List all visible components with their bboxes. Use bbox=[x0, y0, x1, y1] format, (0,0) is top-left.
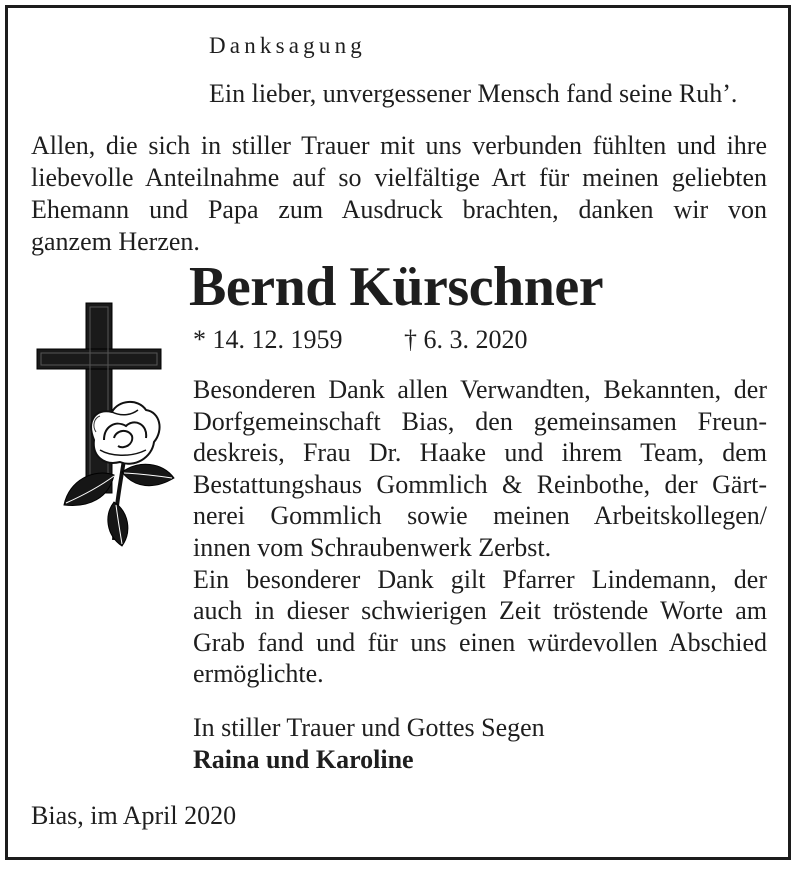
rose-leaf bbox=[108, 502, 128, 546]
thanks-line: auch in dieser schwierigen Zeit tröstende Worte am bbox=[193, 596, 767, 626]
thanks-paragraph bbox=[193, 374, 767, 690]
thanks-line: Dorfgemeinschaft Bias, den gemeinsamen Freun- bbox=[193, 406, 767, 436]
thanks-line: ermöglichte. bbox=[193, 659, 324, 689]
thanks-line: Grab fand und für uns einen würdevollen Abschied bbox=[193, 627, 767, 657]
thanks-line: Bestattungshaus Gommlich & Reinbothe, der Gärt- bbox=[193, 469, 767, 499]
signers: Raina und Karoline bbox=[193, 745, 414, 774]
intro-line: ganzem Herzen. bbox=[31, 227, 200, 256]
thanks-line: Besonderen Dank allen Verwandten, Bekannten, der bbox=[193, 375, 767, 404]
cross-horizontal-beam bbox=[37, 349, 161, 369]
death-date: † 6. 3. 2020 bbox=[404, 325, 528, 354]
intro-line: liebevolle Anteilnahme auf so vielfältige Art für meinen geliebten bbox=[31, 163, 767, 192]
intro-line: Allen, die sich in stiller Trauer mit uns verbunden fühlten und ihre bbox=[31, 131, 767, 160]
birth-date: * 14. 12. 1959 bbox=[193, 325, 343, 354]
thanks-line: nerei Gommlich sowie meinen Arbeitskollegen/ bbox=[193, 501, 767, 531]
intro-line: Ehemann und Papa zum Ausdruck brachten, danken wir von bbox=[31, 195, 767, 224]
intro-paragraph bbox=[31, 130, 767, 258]
cross-with-rose-icon bbox=[34, 300, 184, 550]
notice-motto: Ein lieber, unvergessener Mensch fand seine Ruh’. bbox=[209, 79, 738, 108]
place-date: Bias, im April 2020 bbox=[31, 801, 237, 830]
thanks-line: innen vom Schraubenwerk Zerbst. bbox=[193, 532, 552, 562]
thanks-line: Ein besonderer Dank gilt Pfarrer Lindemann, der bbox=[193, 564, 767, 594]
rose-blossom bbox=[91, 402, 159, 464]
closing-line: In stiller Trauer und Gottes Segen bbox=[193, 713, 545, 742]
deceased-name: Bernd Kürschner bbox=[189, 256, 604, 318]
notice-heading: Danksagung bbox=[209, 33, 366, 58]
thanks-line: deskreis, Frau Dr. Haake und ihrem Team, dem bbox=[193, 438, 767, 468]
